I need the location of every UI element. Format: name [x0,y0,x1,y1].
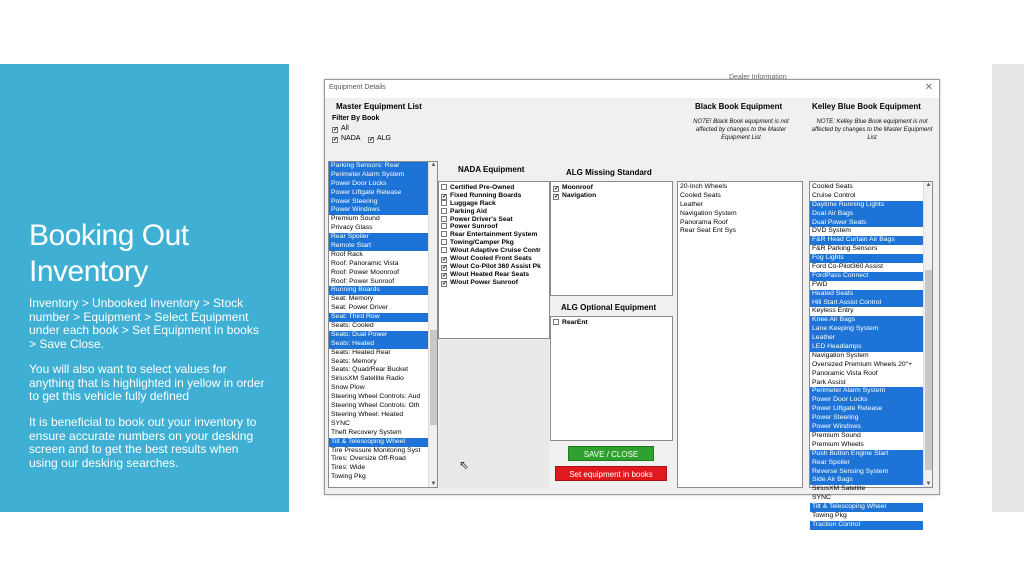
list-item-label: Park Assist [812,378,846,386]
list-item-label: Roof Rack [331,250,363,258]
list-item[interactable] [329,206,437,215]
list-item-label: Seats: Heated [331,339,375,347]
list-item[interactable] [329,162,437,171]
list-item-label: Navigation [562,191,597,199]
list-item[interactable] [329,420,437,429]
list-item[interactable] [329,215,437,224]
black-book-items [678,182,802,236]
list-item-label: Roof: Panoramic Vista [331,259,399,267]
checkbox[interactable]: ✓ [333,137,339,143]
list-item-label: Seats: Heated Rear [331,348,391,356]
list-item-label: Traction Control [812,520,861,528]
list-item-label: Power Windows [331,206,380,214]
list-item[interactable] [329,358,437,367]
list-item-label: Perimeter Alarm System [331,170,405,178]
list-item[interactable] [329,233,437,242]
list-item[interactable] [810,468,923,477]
list-item-label: Steering Wheel Controls: Oth [331,402,420,410]
list-item-label: Remote Start [331,242,372,250]
list-item[interactable] [329,455,437,464]
list-item-label: Power Steering [331,197,378,205]
list-item[interactable] [329,304,437,313]
list-item[interactable] [329,189,437,198]
save-close-button[interactable]: SAVE / CLOSE [568,446,654,461]
list-item-label: Towing Pkg [812,511,847,519]
list-item[interactable] [810,494,923,503]
list-item-label: Lane Keeping System [812,325,879,333]
list-item-label: Roof: Power Moonroof [331,268,400,276]
list-item-label: RearEnt [562,319,588,326]
list-item[interactable] [810,254,923,263]
list-item-label: Premium Wheels [812,440,864,448]
list-item-label: Power Liftgate Release [812,405,883,413]
list-item-label: W/out Co-Pilot 360 Assist Pk [450,262,541,270]
black-book-list[interactable] [677,181,803,488]
list-item-label: Running Boards [331,286,380,294]
list-item[interactable] [810,387,923,396]
list-item[interactable] [810,352,923,361]
list-item[interactable] [810,183,923,192]
list-item-label: F&R Head Curtain Air Bags [812,236,895,244]
checkbox[interactable] [441,231,447,237]
list-item-label: Power Sunroof [450,223,498,231]
list-item[interactable] [551,319,672,327]
list-item[interactable] [810,281,923,290]
close-icon[interactable]: ✕ [924,82,933,93]
list-item[interactable] [810,405,923,414]
filter-all-checkbox[interactable] [332,125,349,133]
list-item[interactable] [810,512,923,521]
list-item[interactable] [678,227,802,236]
list-item-label: Power Liftgate Release [331,188,402,196]
list-item[interactable] [329,269,437,278]
list-item-label: Keyless Entry [812,307,854,315]
master-list-label: Master Equipment List [336,102,422,111]
nada-label: NADA Equipment [458,165,525,174]
list-item[interactable] [810,236,923,245]
list-item-label: Rear Entertainment System [450,231,538,239]
cut-off-text: Dealer Information [729,74,787,81]
checkbox[interactable]: ✓ [333,127,339,133]
list-item-label: Oversized Premium Wheels 20"+ [812,360,913,368]
list-item-label: Navigation System [680,209,737,217]
list-item[interactable] [678,201,802,210]
kbb-scrollbar[interactable] [923,182,932,487]
list-item[interactable] [329,180,437,189]
black-book-label: Black Book Equipment [695,102,783,111]
filter-alg-checkbox[interactable] [368,135,391,143]
list-item[interactable] [329,286,437,295]
checkbox[interactable] [441,184,447,190]
list-item[interactable] [439,271,549,279]
list-item[interactable] [329,224,437,233]
list-item[interactable] [810,263,923,272]
list-item[interactable] [810,334,923,343]
list-item-label: Steering Wheel: Heated [331,410,404,418]
list-item-label: Cooled Seats [680,191,721,199]
list-item-label: Seat: Power Driver [331,304,389,312]
checkbox[interactable] [441,208,447,214]
list-item-label: FWD [812,280,828,288]
kbb-note: NOTE: Kelley Blue Book equipment is not affected by changes to the Master Equipment List [811,119,933,141]
list-item[interactable] [329,375,437,384]
list-item[interactable] [439,200,549,208]
list-item-label: SYNC [812,494,831,502]
list-item-label: Towing Pkg [331,473,366,481]
list-item[interactable] [810,476,923,485]
list-item[interactable] [329,322,437,331]
checkbox[interactable] [441,200,447,206]
list-item-label: Theft Recovery System [331,428,402,436]
list-item-label: Tilt & Telescoping Wheel [812,503,887,511]
list-item-label: Power Door Locks [812,396,868,404]
scroll-thumb[interactable] [925,270,932,470]
window-titlebar [325,74,939,98]
list-item-label: Seats: Dual Power [331,330,388,338]
list-item-label: Rear Spoiler [812,458,850,466]
list-item[interactable] [810,227,923,236]
checkbox[interactable]: ✓ [442,193,448,200]
list-item[interactable] [329,295,437,304]
list-item-label: Power Door Locks [331,179,387,187]
list-item-label: Panorama Roof [680,218,728,226]
scroll-up-icon[interactable]: ▲ [430,162,437,168]
list-item-label: Privacy Glass [331,224,373,232]
list-item[interactable] [439,223,549,231]
list-item[interactable] [439,279,549,287]
list-item-label: Cooled Seats [812,183,853,190]
list-item-label: Navigation System [812,351,869,359]
list-item-label: Seats: Quad/Rear Bucket [331,366,409,374]
list-item-label: SYNC [331,419,350,427]
list-item[interactable] [329,384,437,393]
list-item-label: SiriusXM Satellite Radio [331,375,404,383]
list-item-label: Rear Spoiler [331,233,369,241]
list-item[interactable] [329,278,437,287]
window-title: Equipment Details [329,84,386,91]
list-item-label: Daytime Running Lights [812,200,885,208]
list-item-label: Roof: Power Sunroof [331,277,395,285]
alg-missing-list[interactable] [550,181,673,296]
list-item[interactable] [810,485,923,494]
list-item[interactable] [810,316,923,325]
list-item-label: Certified Pre-Owned [450,184,515,191]
list-item[interactable] [329,429,437,438]
checkbox[interactable] [553,319,559,325]
list-item-label: W/out Cooled Front Seats [450,255,532,263]
list-item[interactable] [329,366,437,375]
filter-all-label: All [341,125,349,132]
list-item-label: Leather [812,334,836,342]
list-item[interactable] [810,450,923,459]
list-item-label: Tilt & Telescoping Wheel [331,437,406,445]
filter-label: Filter By Book [332,115,380,122]
checkbox[interactable] [441,239,447,245]
list-item-label: Hill Start Assist Control [812,298,882,306]
list-item-label: Seat: Third Row [331,313,380,321]
list-item[interactable] [439,263,549,271]
list-item-label: Premium Sound [331,215,380,223]
list-item[interactable] [551,184,672,192]
list-item[interactable] [329,242,437,251]
path-text: Inventory > Unbooked Inventory > Stock number > Equipment > Select Equipment under each book > Set Equipment in books > Save Close. [29,296,259,351]
list-item[interactable] [439,208,549,216]
list-item-label: LED Headlamps [812,343,862,351]
list-item[interactable] [678,183,802,192]
list-item-label: Parking Sensors: Rear [331,162,400,169]
checkbox[interactable]: ✓ [442,257,448,264]
list-item-label: Towing/Camper Pkg [450,239,514,247]
list-item-label: Dual Air Bags [812,209,854,217]
list-item[interactable] [329,402,437,411]
list-item[interactable] [810,201,923,210]
list-item-label: Luggage Rack [450,199,496,207]
list-item-label: Knee Air Bags [812,316,856,324]
list-item[interactable] [810,343,923,352]
list-item[interactable] [329,349,437,358]
list-item-label: Seats: Memory [331,357,377,365]
equipment-details-window [324,74,940,528]
list-item-label: Tire Pressure Monitoring Syst [331,446,421,454]
list-item-label: Tires: Wide [331,464,366,472]
list-item[interactable] [810,459,923,468]
list-item-label: Leather [680,200,704,208]
list-item-label: Side Air Bags [812,476,853,484]
mouse-cursor-icon: ⇖ [459,458,470,472]
alg-missing-items [551,182,672,200]
list-item[interactable] [810,379,923,388]
list-item-label: Steering Wheel Controls: Aud [331,393,421,401]
list-item[interactable] [678,219,802,228]
list-item[interactable] [810,361,923,370]
list-item[interactable] [439,231,549,239]
list-item-label: W/out Heated Rear Seats [450,270,530,278]
list-item[interactable] [810,210,923,219]
list-item-label: Perimeter Alarm System [812,387,886,395]
list-item[interactable] [329,473,437,482]
list-item[interactable] [329,411,437,420]
black-book-note: NOTE! Black Book equipment is not affected by changes to the Master Equipment List [693,119,789,141]
list-item[interactable] [329,313,437,322]
list-item-label: F&R Parking Sensors [812,245,878,253]
list-item[interactable] [810,192,923,201]
list-item[interactable] [810,503,923,512]
list-item[interactable] [439,255,549,263]
list-item-label: Heated Seats [812,289,854,297]
list-item[interactable] [329,447,437,456]
list-item-label: Moonroof [562,184,593,191]
list-item[interactable] [678,210,802,219]
list-item-label: Power Driver's Seat [450,215,513,223]
alg-optional-list[interactable] [550,316,673,441]
list-item-label: Parking Aid [450,207,487,215]
list-item-label: Panoramic Vista Roof [812,369,878,377]
list-item[interactable] [810,299,923,308]
scroll-down-icon[interactable]: ▼ [430,481,437,487]
list-item-label: Power Steering [812,414,859,422]
list-item[interactable] [329,251,437,260]
kbb-list[interactable] [809,181,933,528]
list-item[interactable] [678,192,802,201]
list-item-label: Power Windows [812,423,861,431]
list-item-label: Fixed Running Boards [450,191,522,199]
list-item[interactable] [810,307,923,316]
filter-nada-label: NADA [341,135,361,142]
checkbox[interactable] [441,247,447,253]
list-item[interactable] [810,370,923,379]
master-scrollbar[interactable] [428,162,437,487]
list-item[interactable] [329,393,437,402]
alg-optional-items [551,317,672,327]
right-strip [992,64,1024,512]
list-item[interactable] [439,247,549,255]
set-equipment-button[interactable]: Set equipment in books [555,466,667,481]
nada-equipment-list[interactable] [438,181,550,339]
list-item-label: Dual Power Seats [812,218,867,226]
list-item-label: Cruise Control [812,191,856,199]
checkbox[interactable] [441,216,447,222]
checkbox[interactable]: ✓ [369,137,375,143]
list-item-label: Fog Lights [812,254,844,262]
list-item[interactable] [439,216,549,224]
list-item[interactable] [329,464,437,473]
list-item[interactable] [329,171,437,180]
checkbox[interactable]: ✓ [442,264,448,271]
list-item[interactable] [810,432,923,441]
checkbox[interactable]: ✓ [442,272,448,279]
list-item-label: Reverse Sensing System [812,467,889,475]
list-item-label: Rear Seat Ent Sys [680,227,736,235]
list-item[interactable] [329,438,437,447]
scroll-down-icon[interactable]: ▼ [925,481,932,487]
list-item[interactable] [439,239,549,247]
scroll-up-icon[interactable]: ▲ [925,182,932,188]
checkbox[interactable]: ✓ [442,280,448,287]
list-item[interactable] [810,441,923,450]
list-item[interactable] [329,340,437,349]
list-item-label: Premium Sound [812,431,861,439]
list-item-label: Snow Plow [331,384,365,392]
nada-gray-area [439,340,549,488]
list-item-label: W/out Adaptive Cruise Contr [450,247,541,255]
alg-optional-label: ALG Optional Equipment [561,303,657,312]
alg-missing-label: ALG Missing Standard [566,168,652,177]
list-item-label: DVD System [812,227,851,235]
master-items [329,162,437,482]
list-item[interactable] [439,192,549,200]
list-item-label: FordPass Connect [812,271,869,279]
list-item[interactable] [810,245,923,254]
list-item[interactable] [329,260,437,269]
list-item[interactable] [810,423,923,432]
scroll-thumb[interactable] [430,330,437,425]
list-item[interactable] [810,272,923,281]
list-item[interactable] [810,290,923,299]
list-item-label: Seat: Memory [331,295,374,303]
kbb-items [810,182,923,530]
master-equipment-list[interactable] [328,161,438,488]
list-item-label: Seats: Cooled [331,322,374,330]
list-item[interactable] [329,198,437,207]
slide-title: Booking Out Inventory [29,219,189,288]
list-item[interactable] [551,192,672,200]
list-item[interactable] [329,331,437,340]
list-item-label: 20-Inch Wheels [680,183,728,190]
highlight-note: You will also want to select values for anything that is highlighted in yellow in order to get this vehicle fully defined [29,362,265,403]
list-item[interactable] [810,414,923,423]
filter-alg-label: ALG [377,135,392,142]
list-item-label: Push Button Engine Start [812,449,889,457]
nada-items [439,182,549,287]
kbb-label: Kelley Blue Book Equipment [812,102,921,111]
checkbox[interactable]: ✓ [554,186,560,192]
checkbox[interactable] [441,223,447,229]
list-item-label: Tires: Oversize Off-Road [331,455,406,463]
list-item[interactable] [439,184,549,192]
list-item[interactable] [810,325,923,334]
list-item-label: Ford Co-Pilot360 Assist [812,263,884,271]
list-item[interactable] [810,521,923,530]
list-item[interactable] [810,219,923,228]
list-item-label: SiriusXM Satellite [812,485,866,493]
benefit-note: It is beneficial to book out your inventory to ensure accurate numbers on your desking screen and to get the best results when using our desking searches. [29,415,257,470]
filter-nada-checkbox[interactable] [332,135,360,143]
list-item[interactable] [810,396,923,405]
checkbox[interactable]: ✓ [554,193,560,200]
list-item-label: W/out Power Sunroof [450,278,518,286]
